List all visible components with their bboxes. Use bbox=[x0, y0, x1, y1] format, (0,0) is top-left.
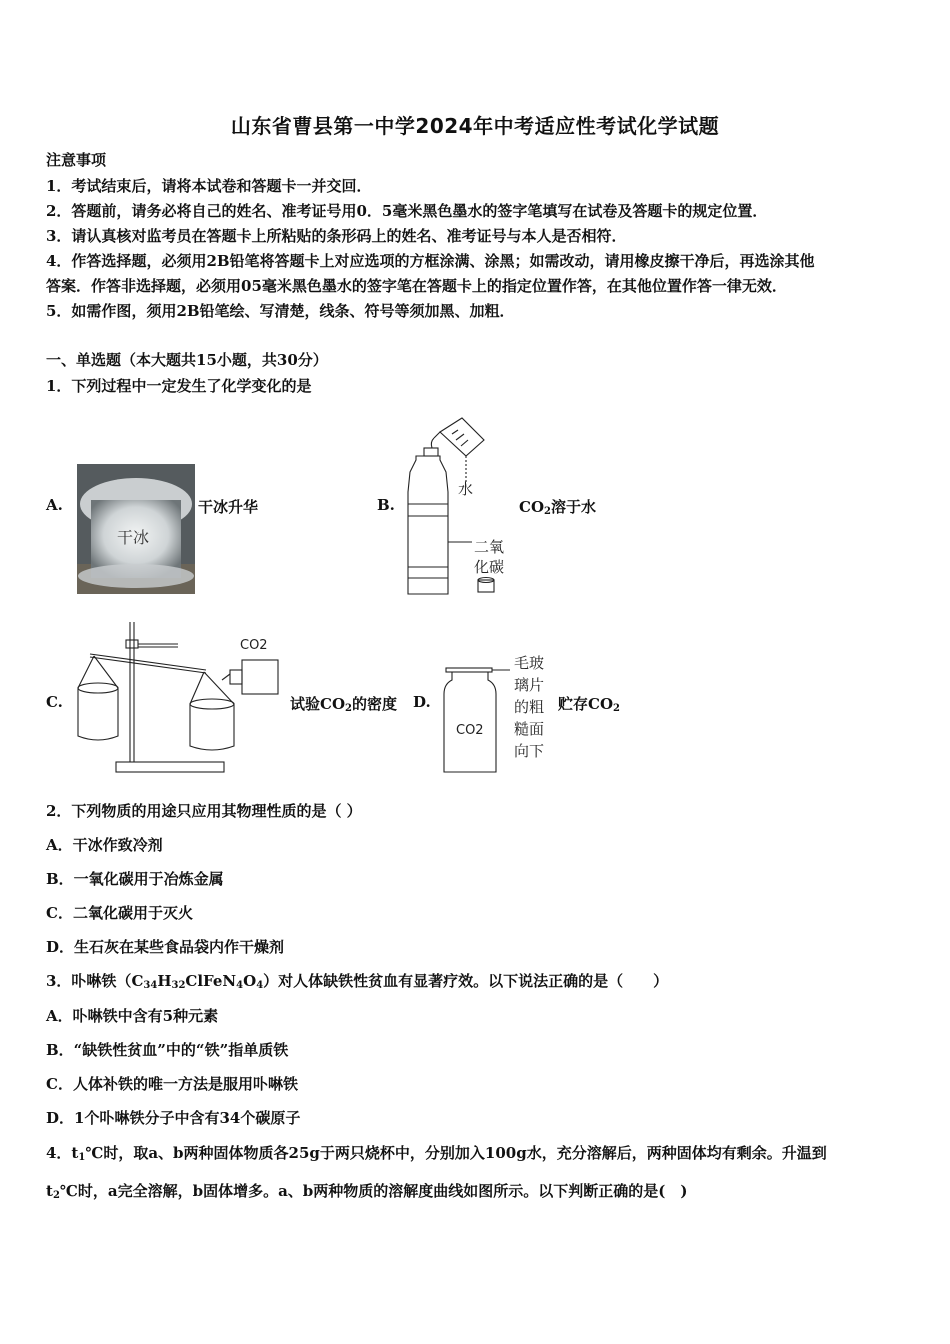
q1-option-d-label: D. bbox=[413, 693, 431, 711]
q4-stem-line-2 bbox=[46, 1181, 906, 1206]
bottle-gas-text-2: 化碳 bbox=[474, 558, 505, 576]
gas-jar-note-2: 璃片 bbox=[514, 676, 545, 694]
q3-stem bbox=[46, 971, 906, 996]
q3-formula-7: 4 bbox=[256, 980, 264, 991]
dry-ice-photo-text: 干冰 bbox=[117, 528, 150, 547]
q1-option-c-caption-post: 的密度 bbox=[351, 695, 397, 713]
section-heading: 一、单选题（本大题共15小题，共30分） bbox=[46, 351, 328, 369]
q3-option-b: B．“缺铁性贫血”中的“铁”指单质铁 bbox=[46, 1041, 289, 1059]
q1-option-a-label: A. bbox=[46, 496, 63, 514]
q3-stem-pre: 3．卟啉铁（C bbox=[46, 972, 144, 990]
page-title: 山东省曹县第一中学2024年中考适应性考试化学试题 bbox=[230, 114, 720, 138]
q3-option-c: C．人体补铁的唯一方法是服用卟啉铁 bbox=[46, 1075, 298, 1093]
notice-item-5: 5．如需作图，须用2B铅笔绘、写清楚，线条、符号等须加黑、加粗． bbox=[46, 302, 515, 320]
q1-option-d-caption-sub: 2 bbox=[613, 703, 620, 714]
gas-jar-note-1: 毛玻 bbox=[514, 654, 545, 672]
q3-option-d: D．1个卟啉铁分子中含有34个碳原子 bbox=[46, 1109, 301, 1127]
q3-formula-1: 34 bbox=[143, 980, 158, 991]
q4-line2-pre: t bbox=[46, 1182, 53, 1200]
bottle-pour-water-diagram bbox=[400, 412, 520, 597]
q1-option-c-caption-sub: 2 bbox=[345, 703, 352, 714]
q2-stem: 2．下列物质的用途只应用其物理性质的是（ ） bbox=[46, 802, 362, 820]
q1-option-c-caption bbox=[290, 693, 397, 714]
q1-option-b-caption bbox=[519, 496, 596, 517]
q1-option-b-caption-post: 溶于水 bbox=[550, 498, 596, 516]
balance-co2-density-diagram bbox=[70, 618, 286, 776]
q1-stem: 1．下列过程中一定发生了化学变化的是 bbox=[46, 377, 312, 395]
notice-item-3: 3．请认真核对监考员在答题卡上所粘贴的条形码上的姓名、准考证号与本人是否相符． bbox=[46, 227, 627, 245]
q1-option-c-label: C. bbox=[46, 693, 63, 711]
q2-option-a: A．干冰作致冷剂 bbox=[46, 836, 163, 854]
dry-ice-photo bbox=[77, 464, 195, 594]
bottle-gas-text-1: 二氧 bbox=[474, 538, 505, 556]
q1-option-b-caption-sub: 2 bbox=[544, 506, 551, 517]
q2-option-d: D．生石灰在某些食品袋内作干燥剂 bbox=[46, 938, 285, 956]
notice-item-2: 2．答题前，请务必将自己的姓名、准考证号用0．5毫米黑色墨水的签字笔填写在试卷及答题卡的规定位置． bbox=[46, 202, 768, 220]
q4-line1-post: ℃时，取a、b两种固体物质各25g于两只烧杯中，分别加入100g水，充分溶解后，两种固体均有剩余。升温到 bbox=[85, 1144, 827, 1162]
notice-item-1: 1．考试结束后，请将本试卷和答题卡一并交回． bbox=[46, 177, 372, 195]
balance-co2-text: CO2 bbox=[240, 638, 268, 653]
q4-line1-pre: 4．t bbox=[46, 1144, 79, 1162]
q1-option-b-caption-pre: CO bbox=[519, 498, 545, 516]
q4-line2-post: ℃时，a完全溶解，b固体增多。a、b两种物质的溶解度曲线如图所示。以下判断正确的是( ) bbox=[59, 1182, 688, 1200]
notice-item-4: 4．作答选择题，必须用2B铅笔将答题卡上对应选项的方框涂满、涂黑；如需改动，请用橡皮擦干净后，再选涂其他 bbox=[46, 252, 815, 270]
notice-heading: 注意事项 bbox=[46, 151, 107, 169]
q3-formula-5: 4 bbox=[236, 980, 244, 991]
gas-jar-co2-text: CO2 bbox=[456, 723, 484, 738]
q4-line2-sub: 2 bbox=[52, 1190, 60, 1201]
q4-stem-line-1 bbox=[46, 1143, 906, 1168]
q1-option-b-label: B. bbox=[377, 496, 395, 514]
q3-stem-post: ）对人体缺铁性贫血有显著疗效。以下说法正确的是（ ） bbox=[263, 972, 669, 990]
q2-option-b: B．一氧化碳用于冶炼金属 bbox=[46, 870, 224, 888]
q1-option-d-caption-pre: 贮存CO bbox=[558, 695, 614, 713]
q3-option-a: A．卟啉铁中含有5种元素 bbox=[46, 1007, 219, 1025]
q2-option-c: C．二氧化碳用于灭火 bbox=[46, 904, 193, 922]
notice-item-4-cont: 答案．作答非选择题，必须用05毫米黑色墨水的签字笔在答题卡上的指定位置作答，在其他位置作答一律无效． bbox=[46, 277, 787, 295]
q3-formula-4: ClFeN bbox=[185, 972, 237, 990]
q1-option-a-caption: 干冰升华 bbox=[198, 498, 259, 516]
gas-jar-note-4: 糙面 bbox=[514, 720, 545, 738]
q1-option-d-caption bbox=[558, 693, 620, 714]
q3-formula-6: O bbox=[243, 972, 257, 990]
bottle-water-text: 水 bbox=[458, 480, 474, 498]
gas-jar-storage-diagram bbox=[440, 650, 558, 774]
gas-jar-note-3: 的粗 bbox=[514, 698, 545, 716]
gas-jar-note-5: 向下 bbox=[514, 742, 545, 760]
q3-formula-2: H bbox=[157, 972, 172, 990]
q4-line1-sub: 1 bbox=[78, 1152, 86, 1163]
q1-option-c-caption-pre: 试验CO bbox=[290, 695, 346, 713]
q3-formula-3: 32 bbox=[171, 980, 186, 991]
